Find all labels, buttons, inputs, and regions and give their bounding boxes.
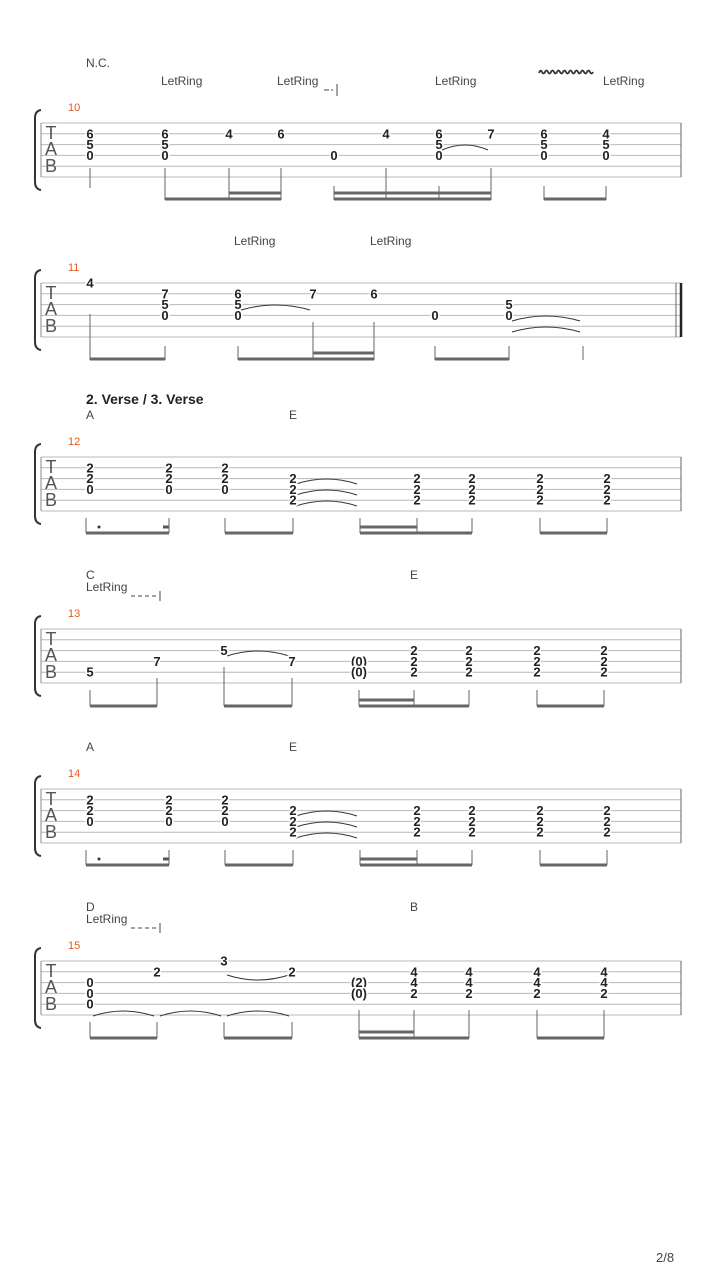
- fret-number: 0: [431, 307, 439, 323]
- fret-number: 2: [165, 792, 173, 808]
- let-ring-label: LetRing: [161, 74, 203, 88]
- fret-number: 2: [468, 492, 476, 508]
- fret-number: 2: [536, 824, 544, 840]
- tie-arc: [512, 316, 580, 321]
- fret-number: 6: [435, 126, 443, 142]
- fret-number: 2: [221, 460, 229, 476]
- tab-clef: T: [45, 457, 57, 477]
- tie-arc: [296, 811, 357, 816]
- fret-number: 0: [86, 147, 94, 163]
- fret-number: 2: [603, 471, 611, 487]
- tie-arc: [512, 327, 580, 332]
- fret-number: 4: [225, 126, 233, 142]
- fret-number: 2: [289, 824, 297, 840]
- fret-number: 0: [602, 147, 610, 163]
- fret-number: 2: [86, 460, 94, 476]
- fret-number: 4: [86, 275, 94, 291]
- fret-number: 0: [86, 985, 94, 1001]
- tie-arc: [442, 145, 488, 150]
- rhythm-dot: [98, 858, 101, 861]
- fret-number: 4: [600, 975, 608, 991]
- tab-clef: T: [45, 283, 57, 303]
- fret-number: 2: [600, 985, 608, 1001]
- fret-number: 0: [165, 481, 173, 497]
- fret-number: 4: [600, 964, 608, 980]
- tie-arc: [296, 490, 357, 495]
- fret-number: 2: [165, 460, 173, 476]
- system-brace: [35, 776, 41, 856]
- tab-system-13: [35, 568, 681, 706]
- fret-number: 5: [86, 664, 94, 680]
- fret-number: 0: [86, 996, 94, 1012]
- fret-number: 7: [153, 653, 161, 669]
- fret-number: 0: [161, 307, 169, 323]
- tab-clef: T: [45, 123, 57, 143]
- fret-number: 2: [413, 481, 421, 497]
- fret-number: 0: [86, 975, 94, 991]
- fret-number: 2: [153, 964, 161, 980]
- fret-number: 0: [330, 147, 338, 163]
- fret-number: 2: [289, 492, 297, 508]
- fret-number: 2: [603, 824, 611, 840]
- fret-number: 5: [234, 297, 242, 313]
- tie-arc: [296, 822, 357, 827]
- fret-number: 0: [234, 307, 242, 323]
- fret-number: 6: [370, 286, 378, 302]
- fret-number: 2: [289, 803, 297, 819]
- fret-number: 2: [603, 813, 611, 829]
- measure-number: 15: [68, 940, 81, 952]
- fret-number: 4: [382, 126, 390, 142]
- tie-arc: [296, 479, 357, 484]
- fret-number: 4: [465, 975, 473, 991]
- fret-number: 6: [86, 126, 94, 142]
- tab-clef: A: [44, 299, 58, 319]
- tab-system-10: [35, 56, 681, 200]
- fret-number: 0: [221, 481, 229, 497]
- fret-number: 7: [161, 286, 169, 302]
- fret-number: 5: [435, 137, 443, 153]
- fret-number: 0: [161, 147, 169, 163]
- fret-number: 7: [487, 126, 495, 142]
- let-ring-label: LetRing: [234, 234, 276, 248]
- fret-number: 2: [86, 471, 94, 487]
- fret-number: 5: [602, 137, 610, 153]
- tab-clef: B: [44, 316, 58, 336]
- fret-number: 4: [410, 975, 418, 991]
- fret-number: (0): [351, 664, 367, 680]
- fret-number: 2: [468, 813, 476, 829]
- fret-number: 7: [288, 653, 296, 669]
- tab-clef: B: [44, 490, 58, 510]
- fret-number: 2: [289, 471, 297, 487]
- tab-clef: A: [44, 977, 58, 997]
- chord-name: N.C.: [86, 56, 110, 70]
- section-title: 2. Verse / 3. Verse: [86, 391, 204, 407]
- fret-number: 6: [234, 286, 242, 302]
- fret-number: 2: [221, 471, 229, 487]
- fret-number: 2: [603, 492, 611, 508]
- fret-number: 2: [465, 643, 473, 659]
- fret-number: 2: [165, 471, 173, 487]
- fret-number: 2: [536, 481, 544, 497]
- fret-number: 2: [410, 985, 418, 1001]
- tab-clef: B: [44, 994, 58, 1014]
- fret-number: 2: [468, 803, 476, 819]
- fret-number: 2: [413, 813, 421, 829]
- fret-number: 2: [533, 643, 541, 659]
- let-ring-label: LetRing: [86, 580, 128, 594]
- fret-number: 2: [468, 824, 476, 840]
- fret-number: 2: [221, 792, 229, 808]
- system-brace: [35, 444, 41, 524]
- fret-number: 2: [600, 664, 608, 680]
- chord-name: E: [410, 568, 419, 582]
- fret-number: 5: [86, 137, 94, 153]
- fret-number: 6: [161, 126, 169, 142]
- fret-number: 2: [533, 653, 541, 669]
- tab-system-14: [35, 740, 681, 865]
- chord-name: C: [86, 568, 95, 582]
- fret-number: (0): [351, 985, 367, 1001]
- fret-number: 4: [533, 975, 541, 991]
- fret-number: 2: [221, 803, 229, 819]
- fret-number: 5: [505, 297, 513, 313]
- system-brace: [35, 948, 41, 1028]
- fret-number: 2: [536, 471, 544, 487]
- measure-number: 13: [68, 608, 81, 620]
- tie-arc: [227, 975, 289, 980]
- fret-number: 2: [600, 653, 608, 669]
- fret-number: 2: [86, 803, 94, 819]
- tie-arc: [296, 833, 357, 838]
- fret-number: 2: [536, 803, 544, 819]
- system-brace: [35, 616, 41, 696]
- tab-clef: A: [44, 139, 58, 159]
- fret-number: (0): [351, 653, 367, 669]
- tab-clef: A: [44, 473, 58, 493]
- tab-clef: T: [45, 789, 57, 809]
- fret-number: 4: [533, 964, 541, 980]
- let-ring-label: LetRing: [370, 234, 412, 248]
- let-ring-label: LetRing: [603, 74, 645, 88]
- tab-clef: T: [45, 961, 57, 981]
- fret-number: 2: [410, 643, 418, 659]
- fret-number: 5: [161, 137, 169, 153]
- fret-number: 2: [289, 481, 297, 497]
- tie-arc: [227, 651, 289, 656]
- fret-number: 0: [540, 147, 548, 163]
- fret-number: 2: [465, 653, 473, 669]
- tab-system-12: [35, 408, 681, 533]
- fret-number: 2: [465, 985, 473, 1001]
- tab-clef: A: [44, 645, 58, 665]
- chord-name: E: [289, 408, 298, 422]
- fret-number: 2: [603, 803, 611, 819]
- let-ring-label: LetRing: [86, 912, 128, 926]
- fret-number: 6: [277, 126, 285, 142]
- fret-number: 0: [86, 481, 94, 497]
- fret-number: 2: [465, 664, 473, 680]
- fret-number: 2: [603, 481, 611, 497]
- tab-system-15: [35, 900, 681, 1038]
- vibrato-icon: [539, 71, 593, 74]
- measure-number: 10: [68, 102, 81, 114]
- fret-number: 2: [413, 471, 421, 487]
- fret-number: 0: [165, 813, 173, 829]
- tab-clef: T: [45, 629, 57, 649]
- fret-number: 2: [468, 481, 476, 497]
- fret-number: 2: [600, 643, 608, 659]
- fret-number: 2: [468, 471, 476, 487]
- fret-number: 5: [161, 297, 169, 313]
- fret-number: 2: [165, 803, 173, 819]
- tie-arc: [241, 305, 310, 310]
- fret-number: 2: [288, 964, 296, 980]
- page-number: 2/8: [656, 1250, 675, 1265]
- tab-clef: B: [44, 156, 58, 176]
- fret-number: 6: [540, 126, 548, 142]
- measure-number: 14: [68, 768, 81, 780]
- fret-number: 0: [86, 813, 94, 829]
- fret-number: 2: [289, 813, 297, 829]
- tab-system-11: [35, 234, 681, 360]
- fret-number: (2): [351, 975, 367, 991]
- chord-name: B: [410, 900, 419, 914]
- fret-number: 2: [410, 653, 418, 669]
- chord-name: A: [86, 408, 95, 422]
- fret-number: 4: [465, 964, 473, 980]
- tab-clef: B: [44, 822, 58, 842]
- chord-name: D: [86, 900, 95, 914]
- fret-number: 5: [220, 643, 228, 659]
- fret-number: 3: [220, 953, 228, 969]
- fret-number: 0: [435, 147, 443, 163]
- tab-clef: B: [44, 662, 58, 682]
- fret-number: 0: [505, 307, 513, 323]
- system-brace: [35, 270, 41, 350]
- measure-number: 12: [68, 436, 81, 448]
- fret-number: 4: [410, 964, 418, 980]
- fret-number: 5: [540, 137, 548, 153]
- tie-arc: [296, 501, 357, 506]
- let-ring-label: LetRing: [277, 74, 319, 88]
- fret-number: 2: [86, 792, 94, 808]
- rhythm-dot: [98, 526, 101, 529]
- let-ring-label: LetRing: [435, 74, 477, 88]
- fret-number: 2: [533, 664, 541, 680]
- tab-clef: A: [44, 805, 58, 825]
- fret-number: 2: [536, 492, 544, 508]
- fret-number: 2: [413, 492, 421, 508]
- fret-number: 2: [413, 824, 421, 840]
- chord-name: A: [86, 740, 95, 754]
- chord-name: E: [289, 740, 298, 754]
- fret-number: 7: [309, 286, 317, 302]
- fret-number: 4: [602, 126, 610, 142]
- system-brace: [35, 110, 41, 190]
- fret-number: 0: [221, 813, 229, 829]
- fret-number: 2: [410, 664, 418, 680]
- fret-number: 2: [536, 813, 544, 829]
- fret-number: 2: [533, 985, 541, 1001]
- measure-number: 11: [68, 262, 80, 274]
- fret-number: 2: [413, 803, 421, 819]
